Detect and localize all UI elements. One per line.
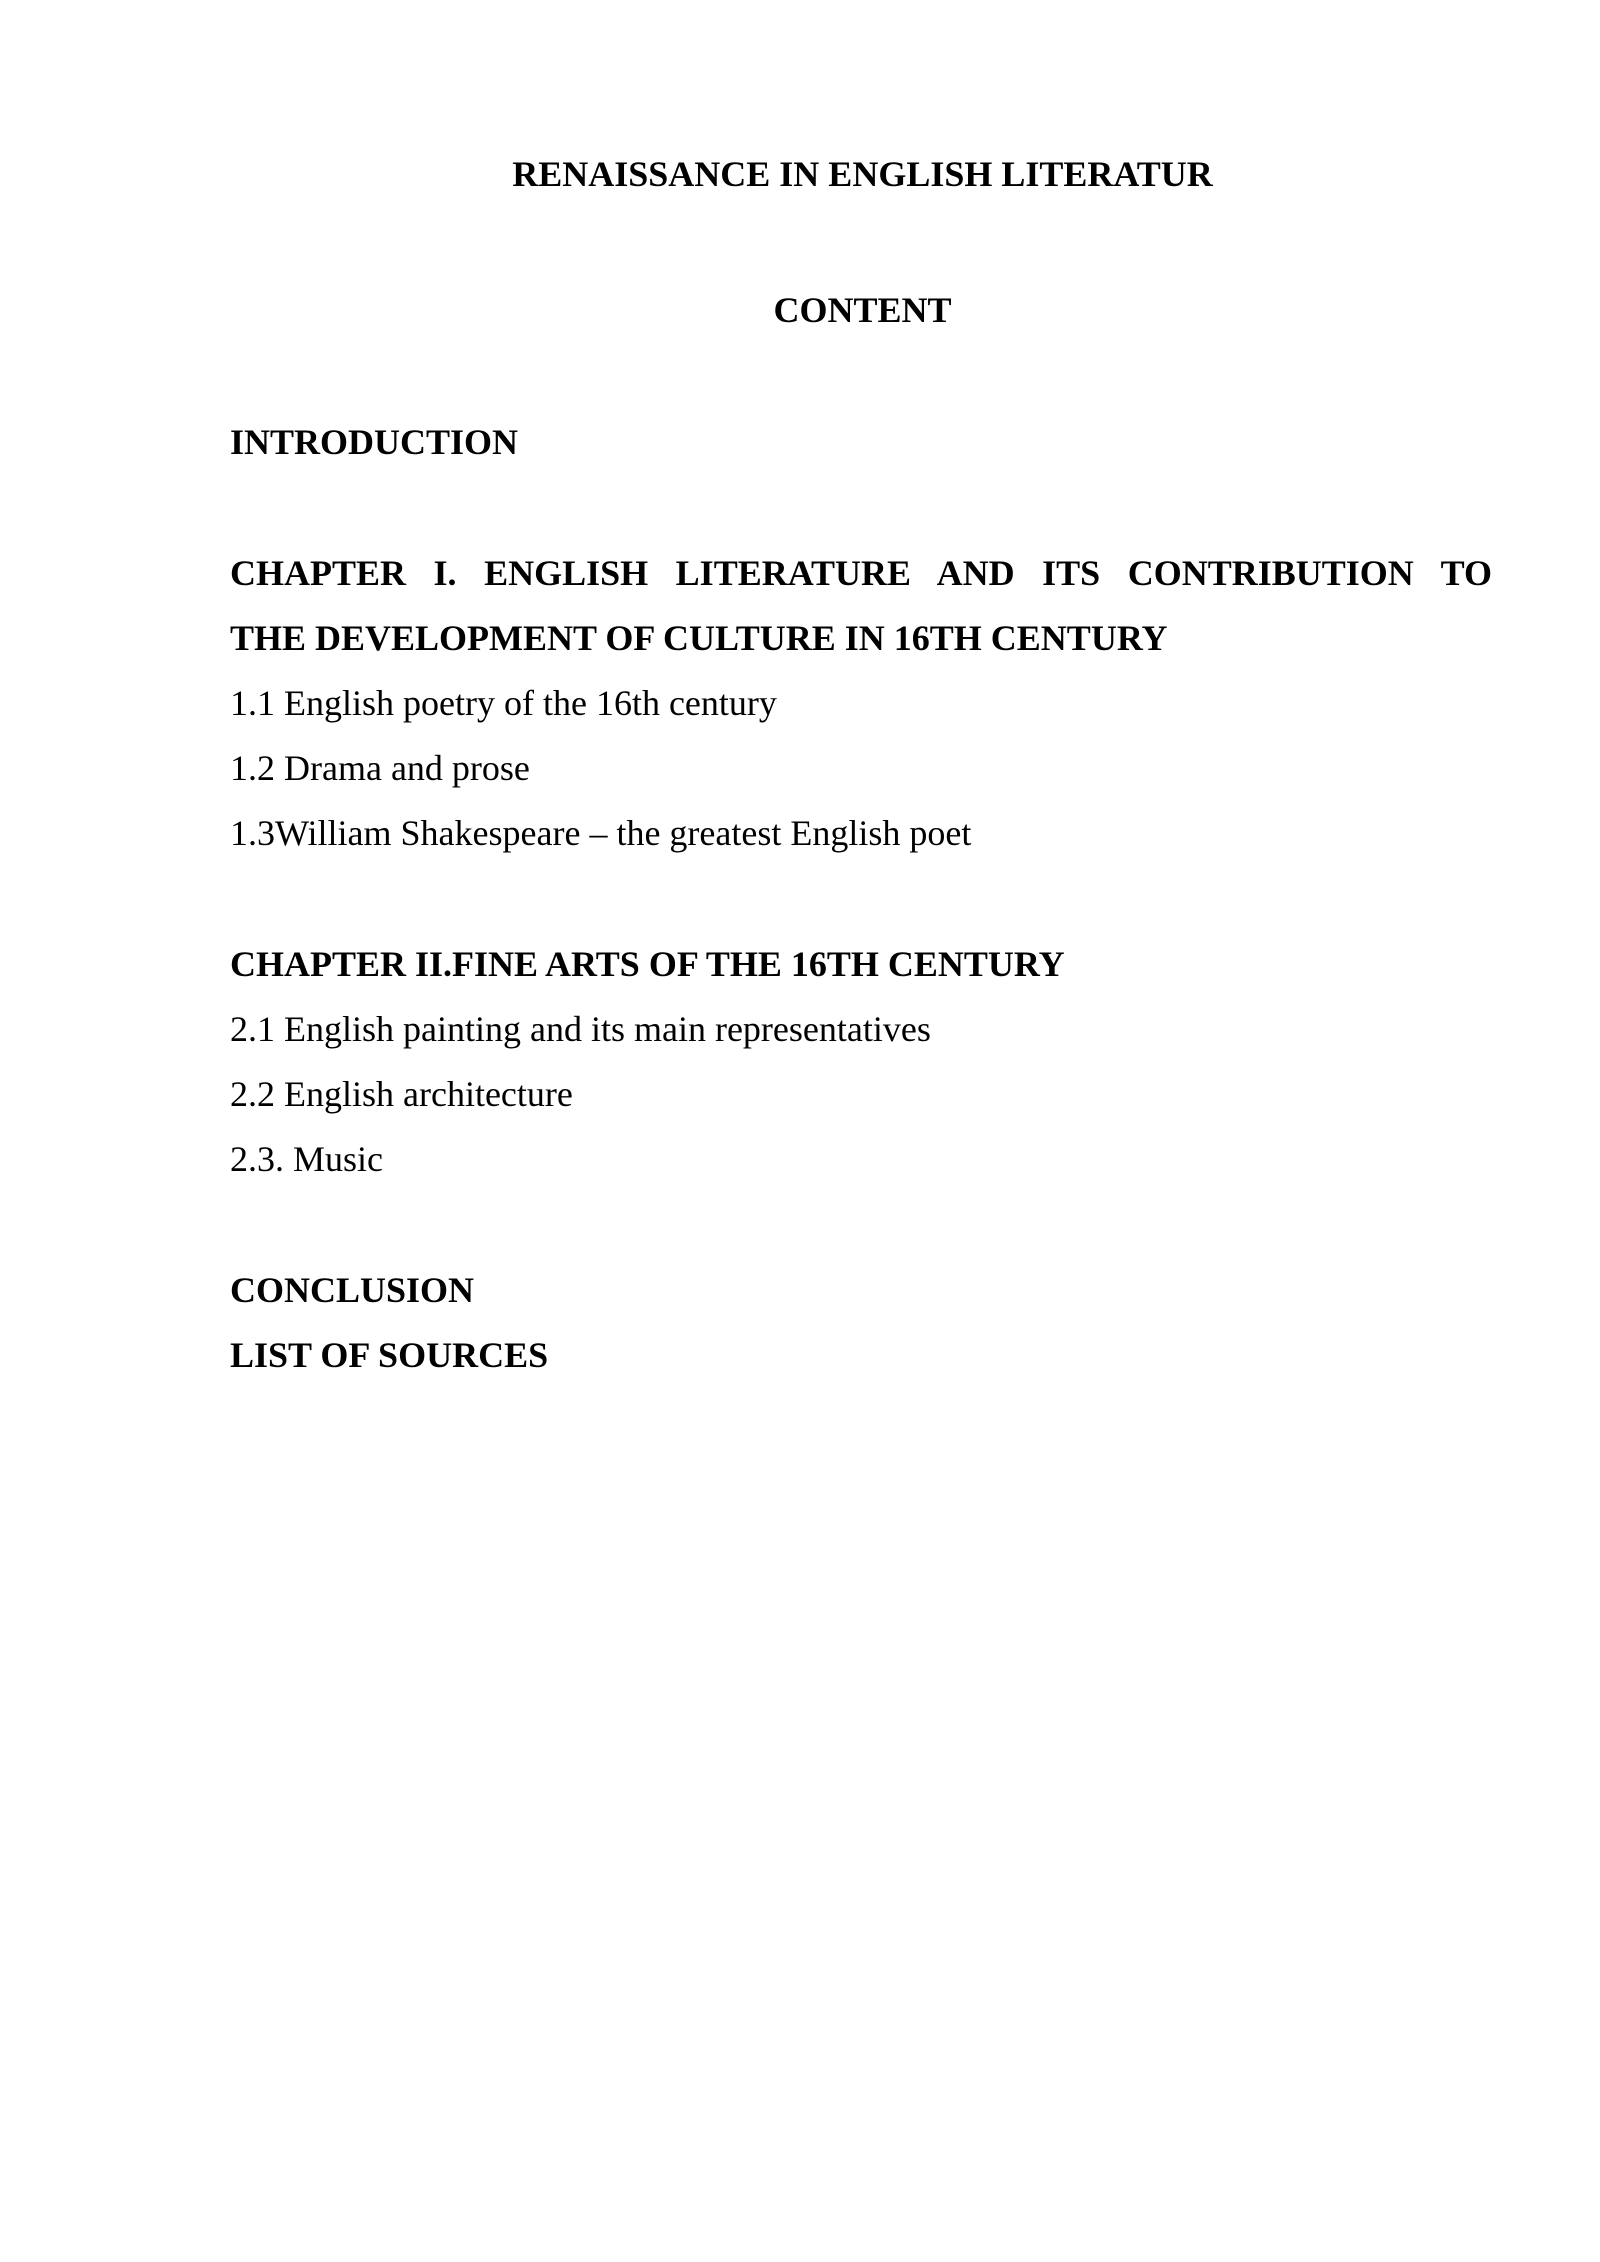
chapter-1-title-line-2: THE DEVELOPMENT OF CULTURE IN 16TH CENTURY — [230, 618, 1168, 658]
section-1-1-entry: 1.1 English poetry of the 16th century — [230, 683, 777, 723]
section-2-2-entry: 2.2 English architecture — [230, 1074, 573, 1114]
list-of-sources-entry: LIST OF SOURCES — [230, 1335, 549, 1375]
section-2-1-entry: 2.1 English painting and its main representatives — [230, 1009, 931, 1049]
chapter-2-title: CHAPTER II.FINE ARTS OF THE 16TH CENTURY — [230, 944, 1065, 984]
document-title: RENAISSANCE IN ENGLISH LITERATUR — [512, 154, 1213, 194]
conclusion-entry: CONCLUSION — [230, 1270, 475, 1310]
introduction-entry: INTRODUCTION — [230, 422, 519, 462]
section-1-3-entry: 1.3William Shakespeare – the greatest English poet — [230, 813, 972, 853]
contents-heading: CONTENT — [773, 290, 952, 330]
section-1-2-entry: 1.2 Drama and prose — [230, 748, 530, 788]
chapter-1-title-line-1: CHAPTER I. ENGLISH LITERATURE AND ITS CONTRIBUTION TO — [230, 553, 1492, 593]
section-2-3-entry: 2.3. Music — [230, 1139, 383, 1179]
